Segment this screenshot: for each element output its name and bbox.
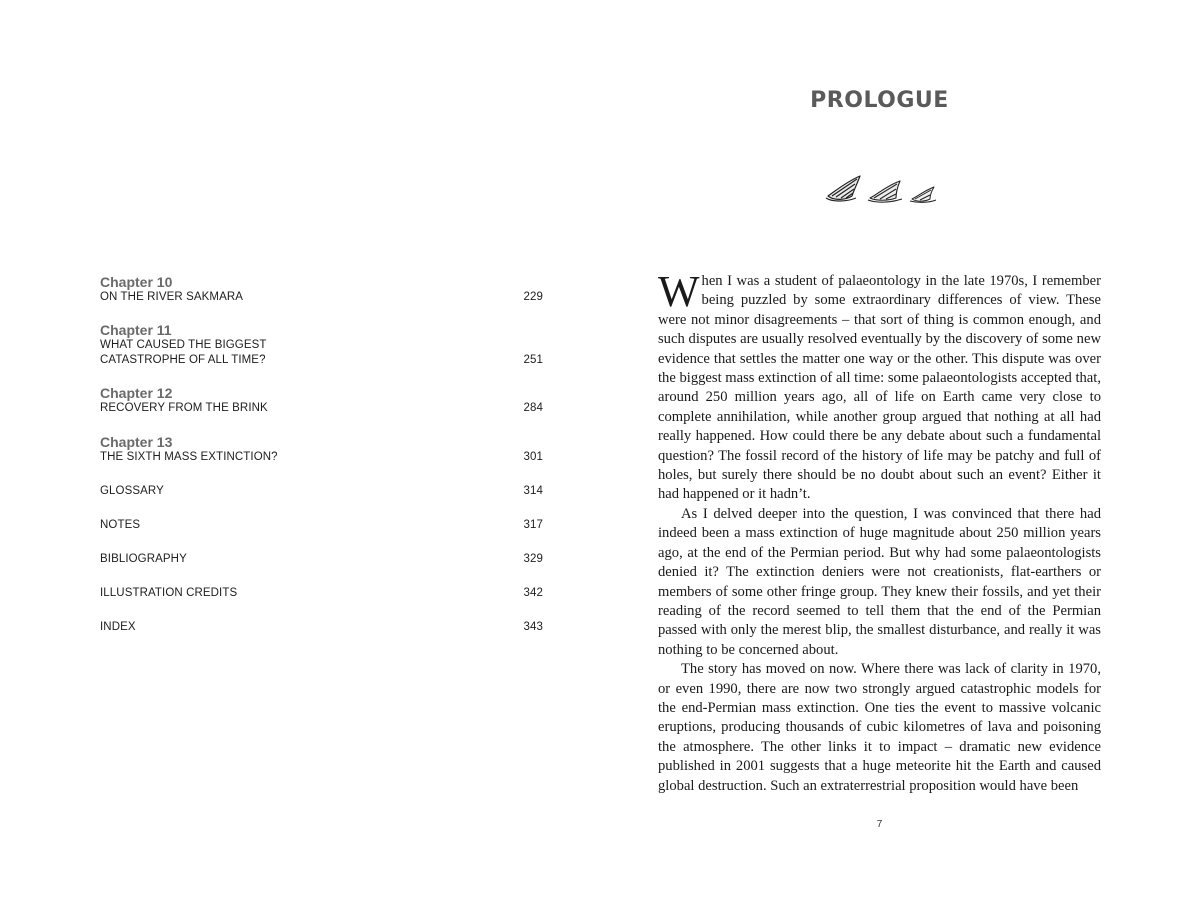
page-number: 329 [523, 553, 543, 565]
fossil-shells-ornament-icon [824, 174, 938, 204]
chapter-label: Chapter 13 [100, 434, 173, 450]
paragraph-3: The story has moved on now. Where there was lack of clarity in 1970, or even 1990, there are now two strongly argued catastrophic models for the end-Permian mass extinction. One ties the event to massive volcanic eruptions, producing thousands of cubic kilometres of lava and poisoning the atmosphere. The other links it to impact – dramatic new evidence published in 2001 suggests that a huge meteorite hit the Earth and caused global destruction. Such an extraterrestrial proposition would have been [658, 661, 1101, 794]
section-title: BIBLIOGRAPHY [100, 553, 187, 565]
section-title: GLOSSARY [100, 485, 164, 497]
toc-entry-glossary[interactable] [100, 484, 543, 499]
chapter-title: RECOVERY FROM THE BRINK [100, 402, 268, 414]
toc-entry-chapter-11[interactable] [100, 322, 543, 368]
prologue-body [658, 267, 1101, 796]
toc-entry-chapter-12[interactable] [100, 385, 543, 416]
section-title: ILLUSTRATION CREDITS [100, 587, 238, 599]
page-title: PROLOGUE [810, 88, 949, 113]
page-number: 251 [523, 354, 543, 366]
chapter-title-line-2: CATASTROPHE OF ALL TIME? [100, 354, 266, 366]
section-title: INDEX [100, 621, 136, 633]
page-number: 301 [523, 451, 543, 463]
chapter-title: ON THE RIVER SAKMARA [100, 291, 244, 303]
page-number: 343 [523, 621, 543, 633]
toc-entry-bibliography[interactable] [100, 552, 543, 567]
page-number: 342 [523, 587, 543, 599]
page-number: 284 [523, 402, 543, 414]
toc-entry-chapter-13[interactable] [100, 434, 543, 465]
page-number: 314 [523, 485, 543, 497]
chapter-title: THE SIXTH MASS EXTINCTION? [100, 451, 278, 463]
toc-entry-notes[interactable] [100, 518, 543, 533]
paragraph-2: As I delved deeper into the question, I was convinced that there had indeed been a mass extinction of huge magnitude about 250 million years ago, at the end of the Permian period. But why had some palaeontologists denied it? The extinction deniers were not creationists, flat-earthers or members of some other fringe group. They knew their fossils, and yet their reading of the record seemed to tell them that the end of the Permian passed with only the merest blip, the smallest disturbance, and really it was nothing to be concerned about. [658, 505, 1101, 658]
toc-entry-index[interactable] [100, 620, 543, 635]
chapter-label: Chapter 11 [100, 322, 172, 338]
toc-entry-chapter-10[interactable] [100, 274, 543, 305]
drop-cap: W [658, 267, 700, 316]
chapter-label: Chapter 10 [100, 274, 173, 290]
page-number-folio: 7 [876, 819, 883, 830]
paragraph-1 [658, 267, 1101, 505]
page-number: 317 [523, 519, 543, 531]
paragraph-1-text: hen I was a student of palaeontology in the late 1970s, I remember being puzzled by some extraordinary differences of view. These were not minor disagreements – that sort of thing is common enough, and such disputes are usually resolved eventually by the discovery of some new evidence that settles the matter one way or the other. This dispute was over the biggest mass extinction of all time: some palaeontologists accepted that, around 250 million years ago, all of life on Earth came very close to complete annihilation, while another group argued that nothing at all had really happened. How could there be any debate about such a fundamental question? The fossil record of the history of life may be patchy and full of holes, but surely there should be no doubt about such an event? Either it had happened or it hadn’t. [658, 273, 1101, 503]
page-number: 229 [523, 291, 543, 303]
toc-entry-illustration-credits[interactable] [100, 586, 543, 601]
chapter-label: Chapter 12 [100, 385, 173, 401]
chapter-title: WHAT CAUSED THE BIGGEST [100, 339, 267, 351]
section-title: NOTES [100, 519, 141, 531]
